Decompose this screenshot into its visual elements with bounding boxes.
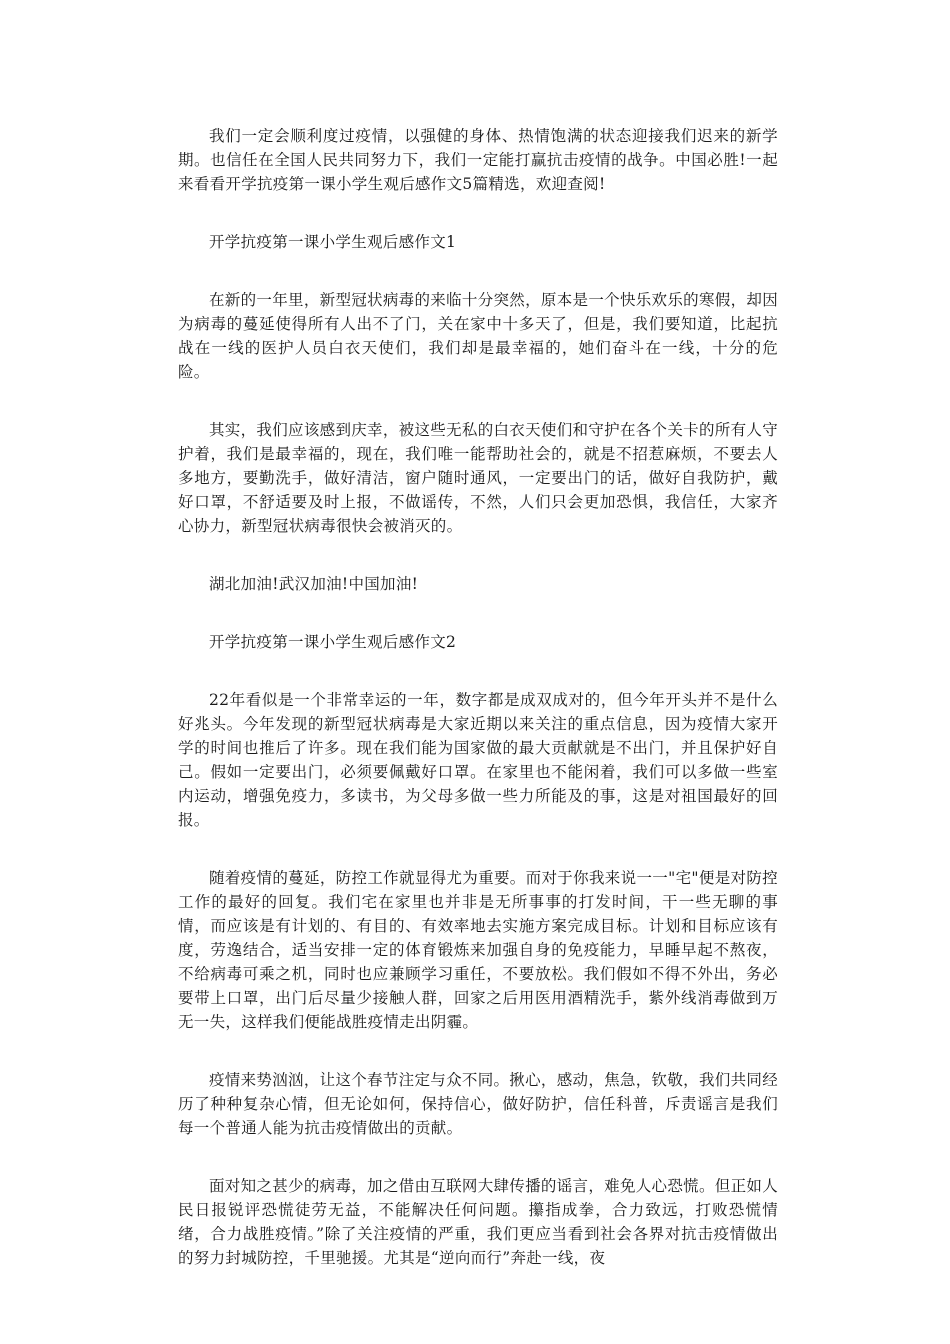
- essay-title-1: 开学抗疫第一课小学生观后感作文1: [209, 233, 457, 251]
- essay-title-2: 开学抗疫第一课小学生观后感作文2: [209, 633, 457, 651]
- essay2-paragraph-2: 随着疫情的蔓延，防控工作就显得尤为重要。而对于你我来说一一"宅"便是对防控工作的最好的回复。我们宅在家里也并非是无所事事的打发时间，干一些无聊的事情，而应该是有计划的、有目的、有效率地去实施方案完成目标。计划和目标应该有度，劳逸结合，适当安排一定的体育锻炼来加强自身的免疫能力，早睡早起不熬夜，不给病毒可乘之机，同时也应兼顾学习重任，不要放松。我们假如不得不外出，务必要带上口罩，出门后尽量少接触人群，回家之后用医用酒精洗手，紫外线消毒做到万无一失，这样我们便能战胜疫情走出阴霾。: [178, 869, 778, 1031]
- essay2-paragraph-4: 面对知之甚少的病毒，加之借由互联网大肆传播的谣言，难免人心恐慌。但正如人民日报锐评恐慌徒劳无益，不能解决任何问题。攥指成拳，合力致远，打败恐慌情绪，合力战胜疫情。”除了关注疫情的严重，我们更应当看到社会各界对抗击疫情做出的努力封城防控，千里驰援。尤其是“逆向而行”奔赴一线，夜: [178, 1177, 778, 1267]
- intro-paragraph: 我们一定会顺利度过疫情，以强健的身体、热情饱满的状态迎接我们迟来的新学期。也信任在全国人民共同努力下，我们一定能打赢抗击疫情的战争。中国必胜!一起来看看开学抗疫第一课小学生观后感作文5篇精选，欢迎查阅!: [178, 127, 778, 193]
- slogan-line: 湖北加油!武汉加油!中国加油!: [209, 575, 419, 593]
- essay1-paragraph-2: 其实，我们应该感到庆幸，被这些无私的白衣天使们和守护在各个关卡的所有人守护着，我们是最幸福的，现在，我们唯一能帮助社会的，就是不招惹麻烦，不要去人多地方，要勤洗手，做好清洁，窗户随时通风，一定要出门的话，做好自我防护，戴好口罩，不舒适要及时上报，不做谣传，不然，人们只会更加恐惧，我信任，大家齐心协力，新型冠状病毒很快会被消灭的。: [178, 421, 778, 535]
- essay1-paragraph-1: 在新的一年里，新型冠状病毒的来临十分突然，原本是一个快乐欢乐的寒假，却因为病毒的蔓延使得所有人出不了门，关在家中十多天了，但是，我们要知道，比起抗战在一线的医护人员白衣天使们，我们却是最幸福的，她们奋斗在一线，十分的危险。: [178, 291, 778, 381]
- document-body: [178, 124, 778, 1270]
- essay2-paragraph-3: 疫情来势汹汹，让这个春节注定与众不同。揪心，感动，焦急，钦敬，我们共同经历了种种复杂心情，但无论如何，保持信心，做好防护，信任科普，斥责谣言是我们每一个普通人能为抗击疫情做出的贡献。: [178, 1071, 778, 1137]
- essay2-paragraph-1: 22年看似是一个非常幸运的一年，数字都是成双成对的，但今年开头并不是什么好兆头。今年发现的新型冠状病毒是大家近期以来关注的重点信息，因为疫情大家开学的时间也推后了许多。现在我们能为国家做的最大贡献就是不出门，并且保护好自己。假如一定要出门，必须要佩戴好口罩。在家里也不能闲着，我们可以多做一些室内运动，增强免疫力，多读书，为父母多做一些力所能及的事，这是对祖国最好的回报。: [178, 691, 778, 829]
